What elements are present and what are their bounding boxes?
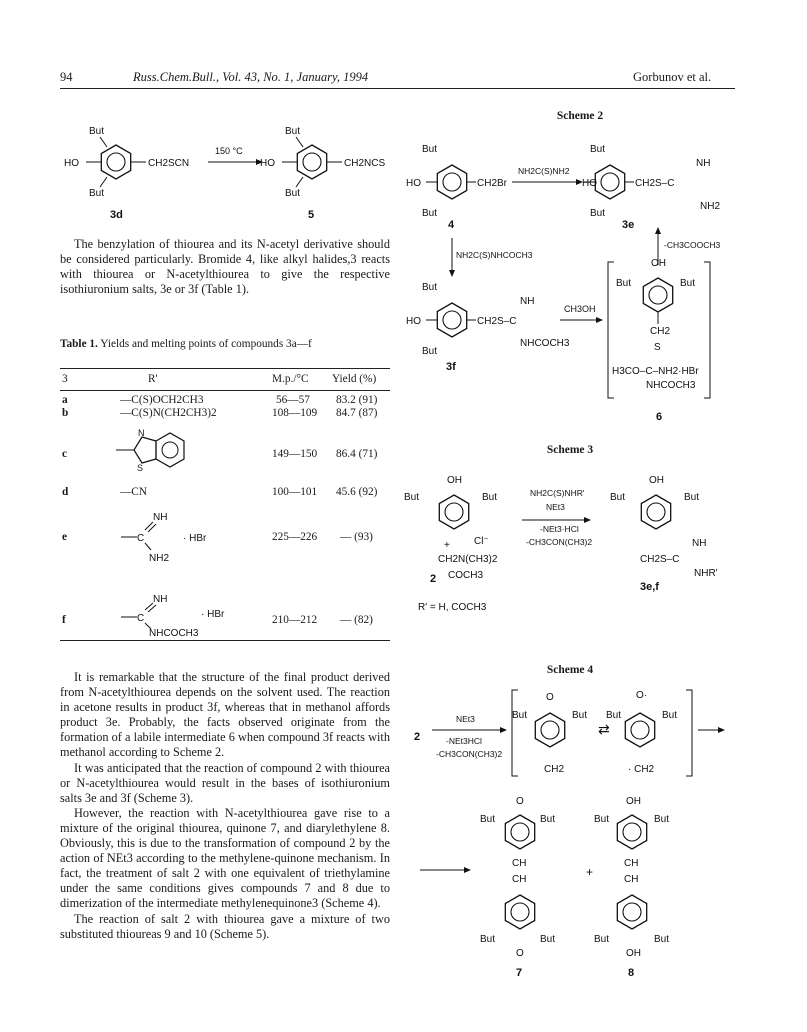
svg-text:NH: NH bbox=[692, 538, 707, 549]
svg-text:C: C bbox=[137, 533, 145, 544]
table-caption bbox=[60, 338, 312, 350]
row-a-r: —C(S)OCH2CH3 bbox=[120, 394, 204, 406]
label-2: 2 bbox=[430, 573, 437, 585]
scheme-4-title: Scheme 4 bbox=[546, 664, 594, 676]
svg-text:COCH3: COCH3 bbox=[448, 570, 484, 581]
svg-text:HO: HO bbox=[406, 316, 421, 327]
svg-text:But: But bbox=[680, 278, 696, 289]
svg-text:· HBr: · HBr bbox=[183, 533, 207, 544]
th-mp: M.p./°C bbox=[272, 373, 309, 385]
reagent-methyl-acetate: -CH3COOCH3 bbox=[664, 240, 721, 250]
label-5: 5 bbox=[308, 209, 315, 221]
svg-text:OH: OH bbox=[626, 948, 641, 959]
paragraph-text: The benzylation of thiourea and its N-acetyl derivative should be considered particularly. Bromide 4, like alkyl halides,3 reacts with thiourea or N-acetylthiourea to give the respective isothiuronium salts, 3e or 3f (Table 1). bbox=[60, 237, 390, 297]
amidino-hbr-structure bbox=[115, 508, 225, 566]
svg-text:But: But bbox=[480, 934, 496, 945]
label-6: 6 bbox=[656, 411, 663, 423]
label-3e: 3e bbox=[622, 219, 635, 231]
svg-text:O: O bbox=[516, 948, 524, 959]
svg-text:O·: O· bbox=[636, 690, 648, 701]
table-caption-label: Table 1. bbox=[60, 338, 98, 350]
reagent-methanol: CH3OH bbox=[564, 304, 596, 314]
author-name: Gorbunov et al. bbox=[633, 70, 712, 84]
row-b-yield: 84.7 (87) bbox=[336, 407, 378, 419]
svg-text:But: But bbox=[594, 934, 610, 945]
svg-text:But: But bbox=[654, 814, 670, 825]
svg-text:S: S bbox=[654, 342, 661, 353]
row-f-mp: 210—212 bbox=[272, 614, 318, 626]
row-a-id: a bbox=[62, 394, 68, 406]
svg-text:But: But bbox=[662, 710, 678, 721]
svg-text:OH: OH bbox=[649, 475, 664, 486]
svg-text:But: But bbox=[590, 208, 606, 219]
svg-text:NHCOCH3: NHCOCH3 bbox=[149, 628, 199, 639]
svg-text:C: C bbox=[137, 613, 145, 624]
page-number: 94 bbox=[60, 70, 73, 84]
label-3ef: 3e,f bbox=[640, 581, 659, 593]
svg-text:But: But bbox=[89, 188, 105, 199]
svg-text:HO: HO bbox=[582, 178, 597, 189]
svg-text:CH2: CH2 bbox=[544, 764, 565, 775]
svg-text:But: But bbox=[422, 346, 438, 357]
svg-text:But: But bbox=[285, 188, 301, 199]
row-c-mp: 149—150 bbox=[272, 448, 318, 460]
label-3f: 3f bbox=[446, 361, 456, 373]
row-d-mp: 100—101 bbox=[272, 486, 318, 498]
svg-text:CH2S–C: CH2S–C bbox=[477, 316, 517, 327]
svg-text:But: But bbox=[606, 710, 622, 721]
svg-text:OH: OH bbox=[447, 475, 462, 486]
svg-text:But: But bbox=[616, 278, 632, 289]
svg-text:But: But bbox=[594, 814, 610, 825]
label-3d: 3d bbox=[110, 209, 123, 221]
header-rule bbox=[60, 88, 735, 89]
table-top-rule bbox=[60, 368, 390, 369]
svg-text:⇄: ⇄ bbox=[598, 721, 610, 737]
svg-text:Cl⁻: Cl⁻ bbox=[474, 536, 489, 547]
label-8: 8 bbox=[628, 967, 635, 979]
svg-text:NH: NH bbox=[153, 594, 168, 605]
row-d-r: —CN bbox=[120, 486, 147, 498]
svg-text:HO: HO bbox=[64, 158, 79, 169]
svg-text:· HBr: · HBr bbox=[201, 609, 225, 620]
th-r: R' bbox=[148, 373, 158, 385]
svg-text:But: But bbox=[422, 144, 438, 155]
row-d-yield: 45.6 (92) bbox=[336, 486, 378, 498]
reagent-thiourea-r: NH2C(S)NHR' bbox=[530, 488, 585, 498]
svg-text:CH: CH bbox=[512, 874, 527, 885]
row-e-id: e bbox=[62, 531, 68, 543]
paragraph-mixture: However, the reaction with N-acetylthiourea gave rise to a mixture of the original thiourea, quinone 7, and diarylethylene 8. Obviously, this is due to the transformation of compound 2 by the action of NEt3 according to the methylene-quinone mechanism. In fact, the treatment of salt 2 with one equivalent of triethylamine under the same conditions gives compounds 7 and 8 due to dimerization of the intermediate methylenequinone3 (Scheme 4). bbox=[60, 805, 390, 911]
svg-text:But: But bbox=[422, 208, 438, 219]
reagent-net3-s4: NEt3 bbox=[456, 714, 475, 724]
svg-text:CH2: CH2 bbox=[650, 326, 671, 337]
label-4: 4 bbox=[448, 219, 455, 231]
svg-text:But: But bbox=[610, 492, 626, 503]
scheme-3-title: Scheme 3 bbox=[546, 444, 594, 456]
label-7: 7 bbox=[516, 967, 523, 979]
svg-text:HO: HO bbox=[406, 178, 421, 189]
svg-text:N: N bbox=[138, 428, 145, 438]
svg-text:But: But bbox=[512, 710, 528, 721]
th-compound: 3 bbox=[62, 373, 68, 385]
row-c-id: c bbox=[62, 448, 68, 460]
byproduct-net3-hcl: -NEt3·HCl bbox=[540, 524, 579, 534]
row-e-yield: — (93) bbox=[340, 531, 373, 543]
svg-text:But: But bbox=[482, 492, 498, 503]
table-header-rule bbox=[60, 390, 390, 391]
svg-text:But: But bbox=[480, 814, 496, 825]
reagent-acetylthiourea: NH2C(S)NHCOCH3 bbox=[456, 250, 533, 260]
table-bottom-rule bbox=[60, 640, 390, 641]
scheme-4-start: 2 bbox=[414, 731, 421, 743]
table-caption-text: Yields and melting points of compounds 3a—f bbox=[97, 338, 312, 350]
journal-citation: Russ.Chem.Bull., Vol. 43, No. 1, January, 1994 bbox=[133, 70, 369, 84]
svg-text:NHCOCH3: NHCOCH3 bbox=[520, 338, 570, 349]
svg-text:NH: NH bbox=[696, 158, 711, 169]
svg-text:CH: CH bbox=[624, 858, 639, 869]
svg-text:But: But bbox=[654, 934, 670, 945]
svg-text:CH2Br: CH2Br bbox=[477, 178, 508, 189]
scheme-3-footnote: R' = H, COCH3 bbox=[418, 602, 487, 613]
row-f-id: f bbox=[62, 614, 66, 626]
scheme-4-plus: + bbox=[586, 865, 594, 879]
svg-text:But: But bbox=[540, 934, 556, 945]
row-c-yield: 86.4 (71) bbox=[336, 448, 378, 460]
acetylamidino-hbr-structure bbox=[115, 590, 235, 640]
row-b-id: b bbox=[62, 407, 69, 419]
byproduct-net3hcl-s4: -NEt3HCl bbox=[446, 736, 482, 746]
row-f-yield: — (82) bbox=[340, 614, 373, 626]
paragraph-benzylation bbox=[60, 237, 390, 297]
svg-text:NH2: NH2 bbox=[700, 201, 721, 212]
svg-text:CH: CH bbox=[624, 874, 639, 885]
svg-text:O: O bbox=[516, 796, 524, 807]
svg-text:CH2NCS: CH2NCS bbox=[344, 158, 386, 169]
paragraph-anticipated: It was anticipated that the reaction of compound 2 with thiourea or N-acetylthiourea would result in the bases of isothiuronium salts 3e and 3f (Scheme 3). bbox=[60, 760, 390, 805]
byproduct-dma-s4: -CH3CON(CH3)2 bbox=[436, 749, 503, 759]
paragraph-solvent: It is remarkable that the structure of the final product derived from N-acetylthiourea depends on the solvent used. The reaction in acetone results in product 3f, whereas that in methanol affords product 3e. Probably, the facts observed originate from the formation of a labile intermediate 6 when compound 3f reacts with methanol according to Scheme 2. bbox=[60, 670, 390, 760]
row-a-yield: 83.2 (91) bbox=[336, 394, 378, 406]
svg-text:But: But bbox=[684, 492, 700, 503]
scheme-2-title: Scheme 2 bbox=[556, 110, 604, 122]
condition-150c: 150 °C bbox=[215, 146, 243, 156]
svg-text:But: But bbox=[404, 492, 420, 503]
row-a-mp: 56—57 bbox=[276, 394, 310, 406]
svg-text:O: O bbox=[546, 692, 554, 703]
svg-text:NHR': NHR' bbox=[694, 568, 718, 579]
svg-text:S: S bbox=[137, 463, 144, 473]
svg-text:H3CO–C–NH2·HBr: H3CO–C–NH2·HBr bbox=[612, 366, 699, 377]
row-b-mp: 108—109 bbox=[272, 407, 318, 419]
scheme-2-diagram bbox=[400, 130, 745, 430]
svg-text:CH2N(CH3)2: CH2N(CH3)2 bbox=[438, 554, 498, 565]
paragraph-thioureas: The reaction of salt 2 with thiourea gave a mixture of two substituted thioureas 9 and 10 (Scheme 5). bbox=[60, 911, 390, 941]
th-yield: Yield (%) bbox=[332, 373, 377, 385]
author-running-head bbox=[633, 70, 711, 85]
discussion-text bbox=[60, 670, 390, 942]
svg-text:NH2: NH2 bbox=[149, 553, 170, 564]
svg-text:· CH2: · CH2 bbox=[628, 764, 655, 775]
row-b-r: —C(S)N(CH2CH3)2 bbox=[120, 407, 217, 419]
reagent-thiourea: NH2C(S)NH2 bbox=[518, 166, 570, 176]
row-d-id: d bbox=[62, 486, 69, 498]
reagent-net3: NEt3 bbox=[546, 502, 565, 512]
svg-text:HO: HO bbox=[260, 158, 275, 169]
svg-text:+: + bbox=[444, 540, 450, 551]
reaction-3d-to-5 bbox=[60, 112, 400, 222]
byproduct-dma: -CH3CON(CH3)2 bbox=[526, 537, 593, 547]
svg-text:But: But bbox=[540, 814, 556, 825]
scheme-3-diagram bbox=[400, 470, 745, 620]
svg-text:CH: CH bbox=[512, 858, 527, 869]
benzothiazolyl-structure bbox=[112, 425, 222, 475]
svg-text:OH: OH bbox=[626, 796, 641, 807]
svg-text:CH2S–C: CH2S–C bbox=[635, 178, 675, 189]
svg-text:But: But bbox=[572, 710, 588, 721]
row-e-mp: 225—226 bbox=[272, 531, 318, 543]
svg-text:But: But bbox=[285, 126, 301, 137]
svg-text:But: But bbox=[89, 126, 105, 137]
svg-text:NH: NH bbox=[520, 296, 535, 307]
svg-text:CH2S–C: CH2S–C bbox=[640, 554, 680, 565]
scheme-4-diagram bbox=[400, 684, 745, 989]
svg-text:NH: NH bbox=[153, 512, 168, 523]
svg-text:But: But bbox=[422, 282, 438, 293]
svg-text:But: But bbox=[590, 144, 606, 155]
svg-text:OH: OH bbox=[651, 258, 666, 269]
svg-text:CH2SCN: CH2SCN bbox=[148, 158, 190, 169]
svg-text:NHCOCH3: NHCOCH3 bbox=[646, 380, 696, 391]
